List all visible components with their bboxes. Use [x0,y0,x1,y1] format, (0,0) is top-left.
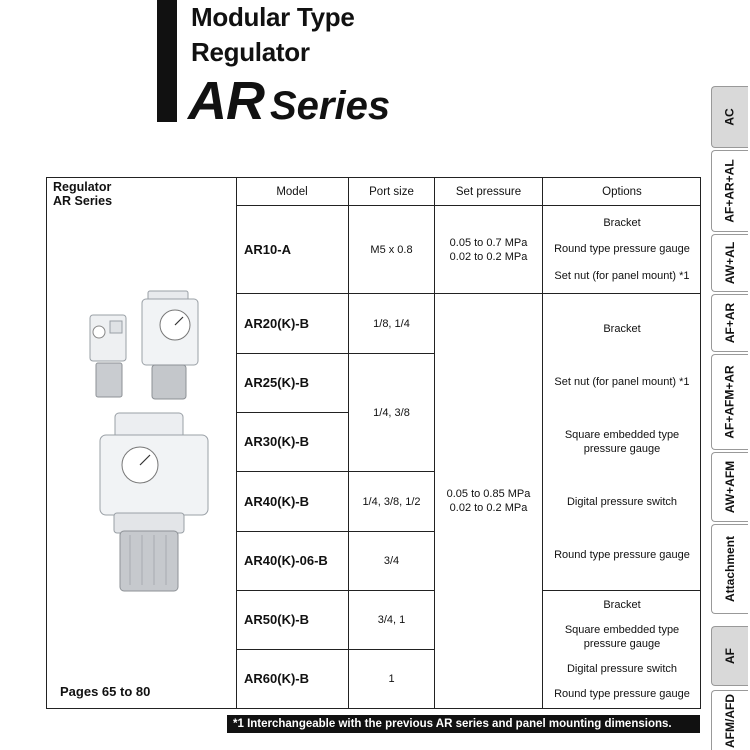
series-cell-title-line2: AR Series [53,194,113,208]
option-item: Round type pressure gauge [554,549,690,562]
option-item: Square embedded type pressure gauge [564,624,680,651]
pages-reference: Pages 65 to 80 [60,684,151,699]
page-title-line1: Modular Type [191,2,355,32]
model-ar10: AR10-A [236,206,349,294]
model-ar40: AR40(K)-B [236,472,349,532]
tab-af-ar-al[interactable] [711,150,748,232]
options-ar20-ar40 [543,294,701,591]
options-ar50-ar60 [543,591,701,708]
tab-attachment[interactable] [711,524,748,614]
port-ar60: 1 [349,650,435,708]
pressure-ar10-line1: 0.05 to 0.7 MPa [449,236,528,249]
regulator-large-illustration [100,413,208,591]
footnote: *1 Interchangeable with the previous AR series and panel mounting dimensions. [227,715,700,733]
tab-afm-afd-label: AFM/AFD [723,693,737,748]
series-cell-title-line1: Regulator [53,180,112,194]
option-item: Set nut (for panel mount) *1 [554,375,690,388]
tab-af[interactable] [711,626,748,686]
series-cell-title [53,180,112,208]
model-ar25: AR25(K)-B [236,354,349,413]
tab-aw-al-label: AW+AL [723,241,737,285]
page-title-series [188,70,390,132]
title-bar [157,0,177,122]
port-ar40-06: 3/4 [349,532,435,591]
options-ar10 [543,206,701,294]
option-item: Bracket [603,599,641,612]
pressure-ar10 [435,206,543,294]
model-ar30: AR30(K)-B [236,413,349,472]
pressure-ar10-line2: 0.02 to 0.2 MPa [449,250,528,263]
model-ar20: AR20(K)-B [236,294,349,354]
page-title-line2: Regulator [191,37,310,67]
product-image [80,285,240,645]
option-item: Digital pressure switch [566,496,678,509]
tab-aw-al[interactable] [711,234,748,292]
header-port-size: Port size [349,178,435,206]
header-set-pressure: Set pressure [435,178,543,206]
option-item: Set nut (for panel mount) *1 [554,269,690,282]
tab-aw-afm[interactable] [711,452,748,522]
header-model: Model [236,178,349,206]
model-ar60: AR60(K)-B [236,650,349,708]
regulator-small-illustration [90,315,126,397]
header-options: Options [543,178,701,206]
pressure-main-line1: 0.05 to 0.85 MPa [446,488,531,500]
series-code: AR [188,71,264,131]
option-item: Bracket [603,322,641,335]
port-ar25-ar30: 1/4, 3/8 [349,354,435,472]
tab-ac-label: AC [723,108,737,126]
regulator-medium-illustration [142,291,198,399]
option-item: Bracket [603,217,641,230]
tab-af-ar-label: AF+AR [723,302,737,344]
pressure-main-line2: 0.02 to 0.2 MPa [449,502,528,514]
option-item: Square embedded type pressure gauge [564,428,680,455]
port-ar10: M5 x 0.8 [349,206,435,294]
tab-af-ar[interactable] [711,294,748,352]
option-item: Round type pressure gauge [554,687,690,700]
tab-attachment-label: Attachment [723,535,738,603]
port-ar40: 1/4, 3/8, 1/2 [349,472,435,532]
side-index-tabs [711,0,750,750]
tab-af-afm-ar[interactable] [711,354,748,450]
series-word: Series [270,84,391,128]
pressure-main [435,294,543,708]
model-ar50: AR50(K)-B [236,591,349,650]
option-item: Digital pressure switch [566,662,678,675]
port-ar50: 3/4, 1 [349,591,435,650]
model-ar40-06: AR40(K)-06-B [236,532,349,591]
tab-ac[interactable] [711,86,748,148]
option-item: Round type pressure gauge [554,243,690,256]
tab-af-label: AF [723,648,737,664]
tab-af-ar-al-label: AF+AR+AL [723,159,737,223]
port-ar20: 1/8, 1/4 [349,294,435,354]
tab-afm-afd[interactable] [711,690,748,750]
tab-aw-afm-label: AW+AFM [723,460,737,514]
tab-af-afm-ar-label: AF+AFM+AR [723,365,737,439]
